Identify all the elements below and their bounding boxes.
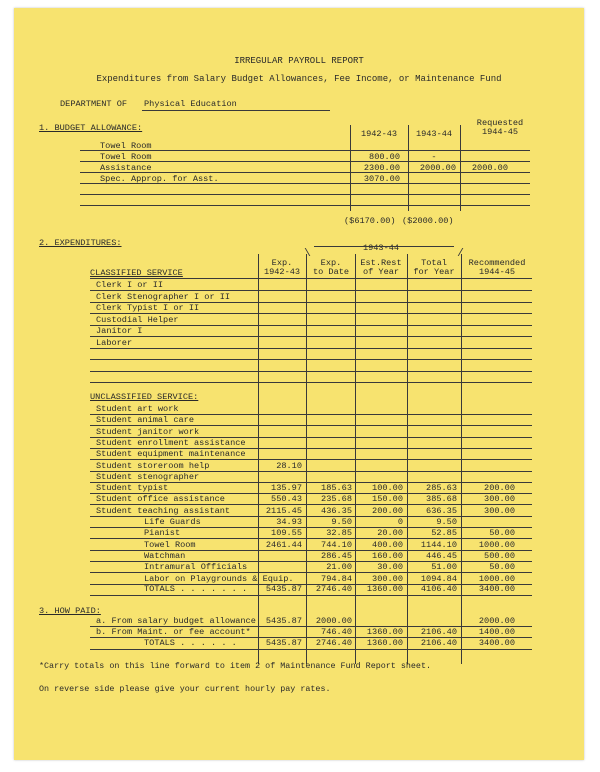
paid-total-value: 5435.87 <box>265 638 302 648</box>
unclassified-row-label: Labor on Playgrounds & Equip. <box>144 573 294 584</box>
exp-value: 100.00 <box>372 483 403 494</box>
exp-value: 200.00 <box>372 505 403 516</box>
budget-row-label: Assistance <box>100 163 152 173</box>
col-est-rest-1: Est.Rest <box>360 258 402 268</box>
report-subtitle: Expenditures from Salary Budget Allowances, Fee Income, or Maintenance Fund <box>96 74 502 84</box>
unclassified-row-label: Student teaching assistant <box>96 505 231 516</box>
exp-value: 550.43 <box>271 494 302 505</box>
col-recommended-1: Recommended <box>468 258 526 268</box>
exp-value: 0 <box>397 517 403 527</box>
exp-value: 500.00 <box>484 550 515 561</box>
budget-total-1943: ($2000.00) <box>402 216 454 226</box>
exp-header-line <box>90 278 532 279</box>
exp-value: 1144.10 <box>420 539 457 550</box>
col-total-2: for Year <box>413 267 455 277</box>
classified-row-label: Custodial Helper <box>96 314 179 325</box>
exp-value: 446.45 <box>426 550 457 561</box>
classified-row-label: Clerk Typist I or II <box>96 303 200 313</box>
unclassified-row-label: Student storeroom help <box>96 460 210 471</box>
paid-value: 5435.87 <box>265 616 302 626</box>
exp-value: 185.63 <box>321 483 352 494</box>
footnote-reverse: On reverse side please give your current hourly pay rates. <box>39 684 331 694</box>
department-value: Physical Education <box>144 99 237 109</box>
col-exp-2: 1942-43 <box>263 267 301 277</box>
exp-value: 286.45 <box>321 550 352 561</box>
classified-row-label: Clerk Stenographer I or II <box>96 291 231 302</box>
year-group-label: 1943-44 <box>362 243 400 253</box>
exp-value: 51.00 <box>431 562 457 573</box>
budget-value: 3070.00 <box>363 174 400 184</box>
col-exp-to-date-1: Exp. <box>320 258 342 268</box>
exp-value: 32.85 <box>326 528 352 539</box>
budget-total-1942: ($6170.00) <box>344 216 396 226</box>
budget-hline <box>80 205 530 206</box>
classified-row-label: Janitor I <box>96 326 143 336</box>
paid-row-label: b. From Maint. or fee account* <box>96 627 251 637</box>
paid-value: 2000.00 <box>478 616 515 626</box>
unclassified-row-label: Student equipment maintenance <box>96 449 246 460</box>
paid-value: 1360.00 <box>366 627 403 637</box>
exp-value: 794.84 <box>321 573 352 584</box>
classified-row-label: Laborer <box>96 337 133 348</box>
exp-value: 9.50 <box>331 517 352 527</box>
exp-value: 20.00 <box>377 528 403 539</box>
budget-value: 2000.00 <box>471 163 508 173</box>
exp-row-line <box>90 382 532 383</box>
exp-value: 300.00 <box>484 505 515 516</box>
exp-row-line <box>90 371 532 372</box>
paid-totals-label: TOTALS . . . . . . <box>144 638 237 648</box>
exp-value: 300.00 <box>372 573 403 584</box>
exp-value: 2461.44 <box>265 539 302 550</box>
budget-col-1942: 1942-43 <box>360 129 398 139</box>
exp-value: 400.00 <box>372 539 403 550</box>
budget-row-label: Spec. Approp. for Asst. <box>100 174 219 184</box>
exp-total-value: 4106.40 <box>420 584 457 594</box>
exp-value: 385.68 <box>426 494 457 505</box>
paid-value: 1400.00 <box>478 627 515 637</box>
department-underline <box>142 110 330 111</box>
unclassified-row-label: Student stenographer <box>96 471 200 482</box>
exp-value: 285.63 <box>426 483 457 494</box>
unclassified-row-label: Watchman <box>144 550 186 561</box>
exp-totals-line <box>90 595 532 596</box>
exp-row-line <box>90 336 532 337</box>
exp-value: 34.93 <box>276 517 302 527</box>
exp-value: 50.00 <box>489 562 515 573</box>
exp-value: 160.00 <box>372 550 403 561</box>
col-est-rest-2: of Year <box>362 267 400 277</box>
exp-value: 744.10 <box>321 539 352 550</box>
exp-value: 21.00 <box>326 562 352 573</box>
exp-value: 52.85 <box>431 528 457 539</box>
expenditures-heading: 2. EXPENDITURES: <box>39 238 122 248</box>
budget-row-label: Towel Room <box>100 152 152 162</box>
unclassified-row-label: Student typist <box>96 483 169 494</box>
paid-value: 2000.00 <box>315 616 352 626</box>
exp-value: 636.35 <box>426 505 457 516</box>
exp-value: 1094.84 <box>420 573 457 584</box>
paid-row-label: a. From salary budget allowance <box>96 616 256 626</box>
unclassified-row-label: Student office assistance <box>96 494 225 505</box>
unclassified-row-label: Student animal care <box>96 415 194 426</box>
paid-total-value: 2106.40 <box>420 638 457 648</box>
paid-total-value: 3400.00 <box>478 638 515 648</box>
requested-label: Requested <box>476 118 524 128</box>
exp-total-value: 5435.87 <box>265 584 302 594</box>
exp-row-line <box>90 359 532 360</box>
how-paid-heading: 3. HOW PAID: <box>39 606 101 616</box>
budget-value: 2000.00 <box>419 163 456 173</box>
col-total-1: Total <box>421 258 447 268</box>
department-label: DEPARTMENT OF <box>60 99 128 109</box>
exp-total-value: 3400.00 <box>478 584 515 594</box>
paid-value: 2106.40 <box>420 627 457 637</box>
budget-value: 800.00 <box>369 152 400 162</box>
paid-value: 746.40 <box>321 627 352 637</box>
exp-total-value: 1360.00 <box>366 584 403 594</box>
budget-col-1943: 1943-44 <box>415 129 453 139</box>
exp-value: 1000.00 <box>478 573 515 584</box>
year-group-bracket <box>314 246 454 247</box>
unclassified-row-label: Student art work <box>96 404 179 414</box>
exp-value: 150.00 <box>372 494 403 505</box>
exp-value: 200.00 <box>484 483 515 494</box>
exp-value: 135.97 <box>271 483 302 494</box>
exp-value: 109.55 <box>271 528 302 539</box>
unclassified-row-label: Life Guards <box>144 517 201 527</box>
paid-total-value: 2746.40 <box>315 638 352 648</box>
unclassified-row-label: Intramural Officials <box>144 562 248 573</box>
col-exp-to-date-2: to Date <box>312 267 350 277</box>
exp-value: 9.50 <box>436 517 457 527</box>
exp-value: 436.35 <box>321 505 352 516</box>
document-page <box>14 8 584 760</box>
exp-value: 235.68 <box>321 494 352 505</box>
exp-row-line <box>90 348 532 349</box>
exp-value: 50.00 <box>489 528 515 539</box>
exp-total-value: 2746.40 <box>315 584 352 594</box>
budget-value: 2300.00 <box>363 163 400 173</box>
footnote-carry: *Carry totals on this line forward to item 2 of Maintenance Fund Report sheet. <box>39 661 432 671</box>
classified-label: CLASSIFIED SERVICE <box>90 268 183 278</box>
requested-year: 1944-45 <box>481 127 519 137</box>
budget-value: - <box>431 152 437 162</box>
unclassified-row-label: Student enrollment assistance <box>96 437 246 448</box>
col-exp-1: Exp. <box>271 258 293 268</box>
report-title: IRREGULAR PAYROLL REPORT <box>234 56 364 66</box>
budget-hline <box>80 194 530 195</box>
unclassified-row-label: Student janitor work <box>96 426 200 437</box>
unclassified-row-label: Pianist <box>144 528 181 539</box>
budget-heading: 1. BUDGET ALLOWANCE: <box>39 123 143 133</box>
col-recommended-2: 1944-45 <box>478 267 516 277</box>
exp-value: 1000.00 <box>478 539 515 550</box>
exp-value: 30.00 <box>377 562 403 573</box>
exp-value: 28.10 <box>276 460 302 471</box>
exp-value: 300.00 <box>484 494 515 505</box>
paid-totals-line <box>90 649 532 650</box>
exp-value: 2115.45 <box>265 505 302 516</box>
exp-totals-label: TOTALS . . . . . . . <box>144 584 248 594</box>
budget-row-label: Towel Room <box>100 141 152 151</box>
unclassified-label: UNCLASSIFIED SERVICE: <box>90 392 199 402</box>
unclassified-row-label: Towel Room <box>144 539 196 550</box>
classified-row-label: Clerk I or II <box>96 280 164 290</box>
exp-row-line <box>90 325 532 326</box>
paid-total-value: 1360.00 <box>366 638 403 648</box>
